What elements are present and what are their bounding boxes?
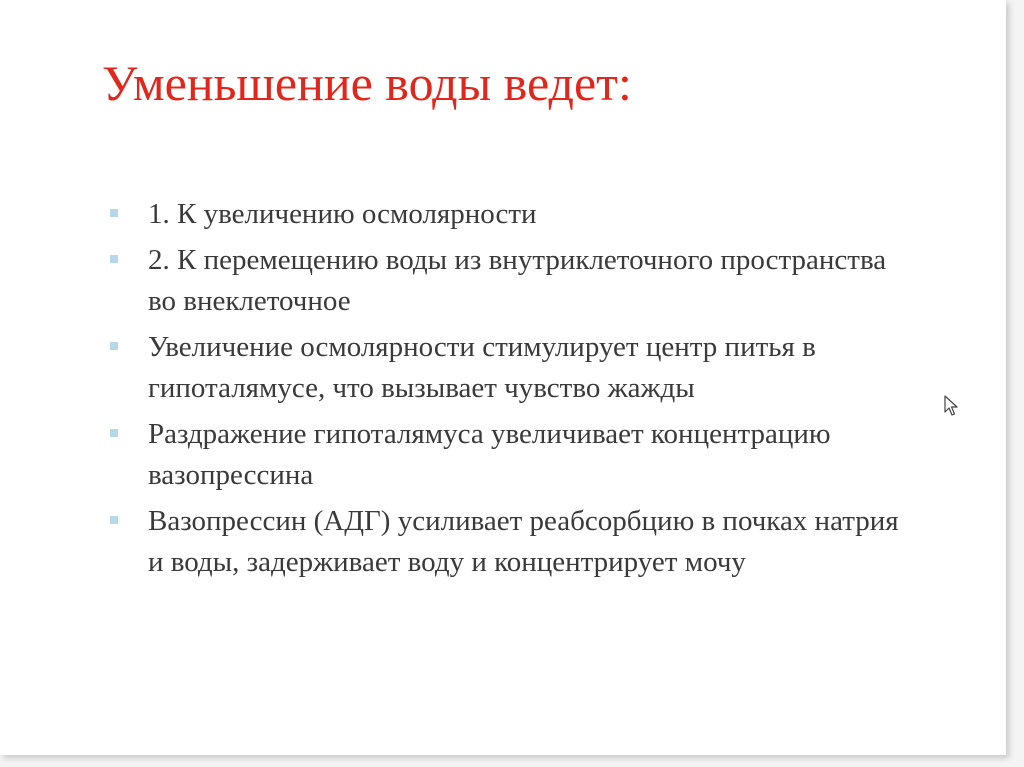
bullet-marker-icon — [110, 209, 118, 217]
bullet-text: Увеличение осмолярности стимулирует центр питья в гипоталямусе, что вызывает чувство жажды — [148, 331, 816, 404]
bullet-text: Раздражение гипоталямуса увеличивает концентрацию вазопрессина — [148, 418, 831, 491]
bullet-list — [110, 194, 920, 588]
list-item — [110, 414, 920, 496]
list-item — [110, 501, 920, 583]
bullet-marker-icon — [110, 255, 118, 263]
list-item — [110, 240, 920, 322]
bullet-marker-icon — [110, 429, 118, 437]
bullet-marker-icon — [110, 342, 118, 350]
bullet-text: 1. К увеличению осмолярности — [148, 198, 537, 230]
list-item — [110, 194, 920, 235]
list-item — [110, 327, 920, 409]
bullet-marker-icon — [110, 516, 118, 524]
bullet-text: 2. К перемещению воды из внутриклеточного пространства во внеклеточное — [148, 244, 887, 317]
slide-title: Уменьшение воды ведет: — [102, 55, 632, 111]
mouse-pointer-icon — [944, 395, 958, 417]
bullet-text: Вазопрессин (АДГ) усиливает реабсорбцию в почках натрия и воды, задерживает воду и концентрирует мочу — [148, 505, 899, 578]
